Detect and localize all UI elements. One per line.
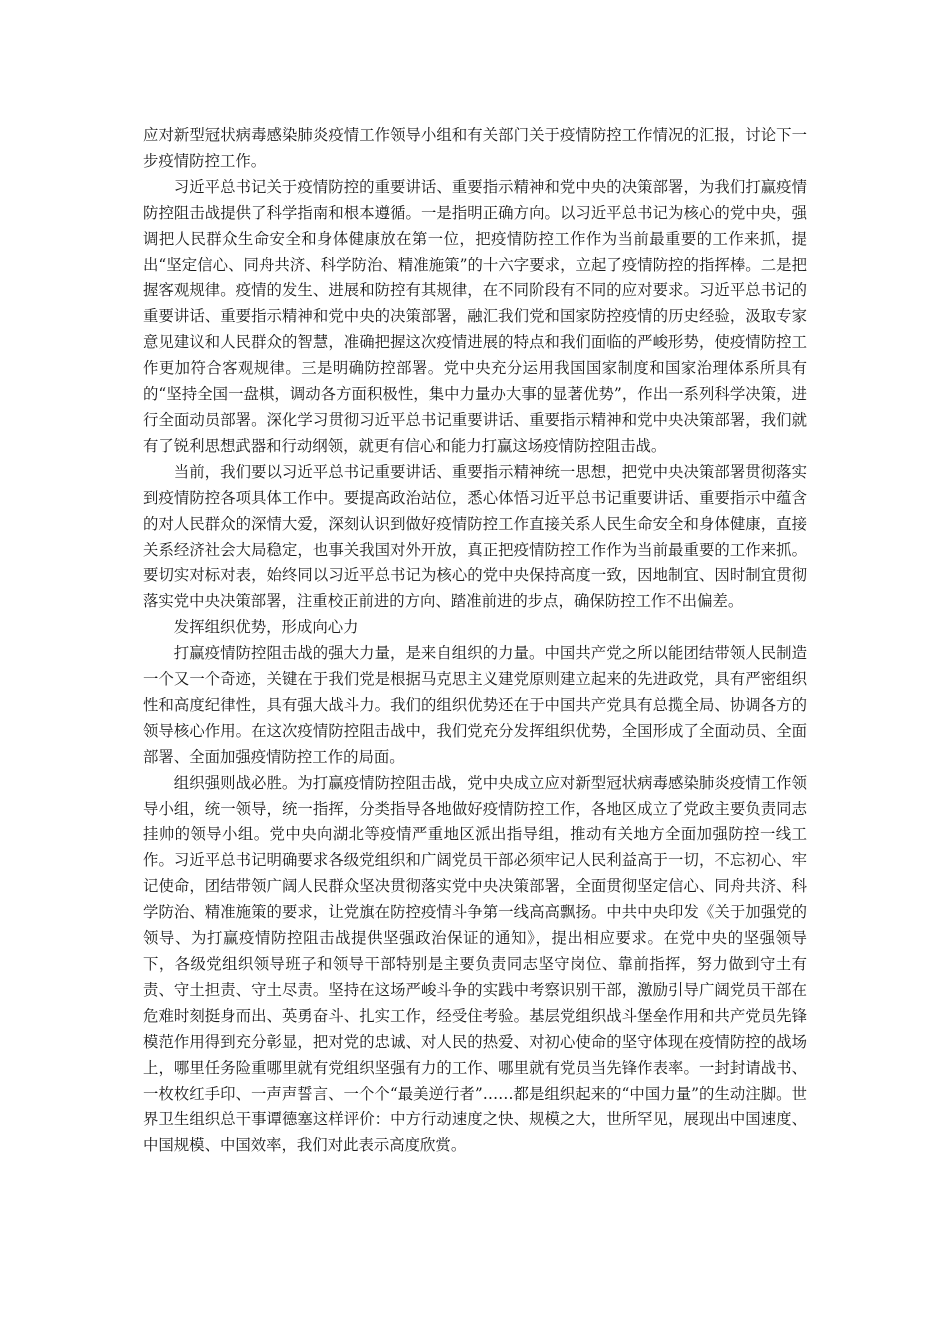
paragraph: 习近平总书记关于疫情防控的重要讲话、重要指示精神和党中央的决策部署，为我们打赢疫情防控阻击战提供了科学指南和根本遵循。一是指明正确方向。以习近平总书记为核心的党中央，强调把人民群众生命安全和身体健康放在第一位，把疫情防控工作作为当前最重要的工作来抓，提出“坚定信心、同舟共济、科学防治、精准施策”的十六字要求，立起了疫情防控的指挥棒。二是把握客观规律。疫情的发生、进展和防控有其规律，在不同阶段有不同的应对要求。习近平总书记的重要讲话、重要指示精神和党中央的决策部署，融汇我们党和国家防控疫情的历史经验，汲取专家意见建议和人民群众的智慧，准确把握这次疫情进展的特点和我们面临的严峻形势，使疫情防控工作更加符合客观规律。三是明确防控部署。党中央充分运用我国国家制度和国家治理体系所具有的“坚持全国一盘棋，调动各方面积极性，集中力量办大事的显著优势”，作出一系列科学决策，进行全面动员部署。深化学习贯彻习近平总书记重要讲话、重要指示精神和党中央决策部署，我们就有了锐利思想武器和行动纲领，就更有信心和能力打赢这场疫情防控阻击战。 [143,177,807,455]
paragraph: 当前，我们要以习近平总书记重要讲话、重要指示精神统一思想，把党中央决策部署贯彻落实到疫情防控各项具体工作中。要提高政治站位，悉心体悟习近平总书记重要讲话、重要指示中蕴含的对人民群众的深情大爱，深刻认识到做好疫情防控工作直接关系人民生命安全和身体健康，直接关系经济社会大局稳定，也事关我国对外开放，真正把疫情防控工作作为当前最重要的工作来抓。要切实对标对表，始终同以习近平总书记为核心的党中央保持高度一致，因地制宜、因时制宜贯彻落实党中央决策部署，注重校正前进的方向、踏准前进的步点，确保防控工作不出偏差。 [143,462,807,611]
paragraph-continuation: 应对新型冠状病毒感染肺炎疫情工作领导小组和有关部门关于疫情防控工作情况的汇报，讨论下一步疫情防控工作。 [143,126,807,170]
paragraph: 打赢疫情防控阻击战的强大力量，是来自组织的力量。中国共产党之所以能团结带领人民制造一个又一个奇迹，关键在于我们党是根据马克思主义建党原则建立起来的先进政党，具有严密组织性和高度纪律性，具有强大战斗力。我们的组织优势还在于中国共产党具有总揽全局、协调各方的领导核心作用。在这次疫情防控阻击战中，我们党充分发挥组织优势，全国形成了全面动员、全面部署、全面加强疫情防控工作的局面。 [143,644,807,766]
paragraph: 组织强则战必胜。为打赢疫情防控阻击战，党中央成立应对新型冠状病毒感染肺炎疫情工作领导小组，统一领导，统一指挥，分类指导各地做好疫情防控工作，各地区成立了党政主要负责同志挂帅的领导小组。党中央向湖北等疫情严重地区派出指导组，推动有关地方全面加强防控一线工作。习近平总书记明确要求各级党组织和广阔党员干部必须牢记人民利益高于一切，不忘初心、牢记使命，团结带领广阔人民群众坚决贯彻落实党中央决策部署，全面贯彻坚定信心、同舟共济、科学防治、精准施策的要求，让党旗在防控疫情斗争第一线高高飘扬。中共中央印发《关于加强党的领导、为打赢疫情防控阻击战提供坚强政治保证的通知》，提出相应要求。在党中央的坚强领导下，各级党组织领导班子和领导干部特别是主要负责同志坚守岗位、靠前指挥，努力做到守土有责、守土担责、守土尽责。坚持在这场严峻斗争的实践中考察识别干部，激励引导广阔党员干部在危难时刻挺身而出、英勇奋斗、扎实工作，经受住考验。基层党组织战斗堡垒作用和共产党员先锋模范作用得到充分彰显，把对党的忠诚、对人民的热爱、对初心使命的坚守体现在疫情防控的战场上，哪里任务险重哪里就有党组织坚强有力的工作、哪里就有党员当先锋作表率。一封封请战书、一枚枚红手印、一声声誓言、一个个“最美逆行者”……都是组织起来的“中国力量”的生动注脚。世界卫生组织总干事谭德塞这样评价：中方行动速度之快、规模之大，世所罕见，展现出中国速度、中国规模、中国效率，我们对此表示高度欣赏。 [143,773,807,1155]
document-body [143,123,807,1159]
section-heading: 发挥组织优势，形成向心力 [173,618,359,637]
